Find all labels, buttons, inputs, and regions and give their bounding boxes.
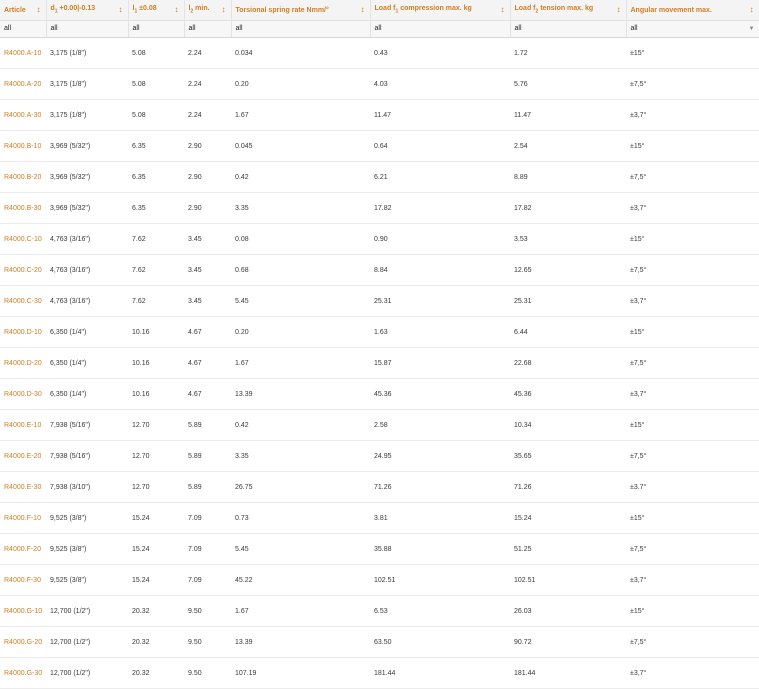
cell-l1: 15.24	[128, 565, 184, 596]
cell-d1: 7,938 (5/16")	[46, 441, 128, 472]
cell-l2: 2.90	[184, 162, 231, 193]
cell-angular-movement: ±7,5°	[626, 348, 759, 379]
filter-select-value[interactable]	[0, 21, 46, 37]
cell-torsional-spring-rate: 0.045	[231, 131, 370, 162]
cell-d1: 7,938 (3/10")	[46, 472, 128, 503]
column-header-load-compression[interactable]	[370, 0, 510, 21]
cell-load-tension: 181.44	[510, 658, 626, 689]
cell-torsional-spring-rate: 0.20	[231, 69, 370, 100]
cell-angular-movement: ±7,5°	[626, 441, 759, 472]
table-row[interactable]	[0, 348, 759, 379]
cell-angular-movement: ±3,7°	[626, 100, 759, 131]
column-header-label: l	[188, 5, 191, 13]
cell-load-compression: 4.03	[370, 69, 510, 100]
article-link[interactable]: R4000.E-30	[0, 472, 46, 503]
cell-l1: 6.35	[128, 193, 184, 224]
cell-l2: 2.90	[184, 131, 231, 162]
article-link[interactable]: R4000.A-10	[0, 38, 46, 69]
cell-torsional-spring-rate: 1.67	[231, 348, 370, 379]
cell-angular-movement: ±15°	[626, 317, 759, 348]
cell-load-compression: 15.87	[370, 348, 510, 379]
filter-select-value[interactable]	[185, 21, 231, 37]
table-row[interactable]	[0, 658, 759, 689]
cell-load-tension: 10.34	[510, 410, 626, 441]
sort-arrows-icon[interactable]: ↕	[749, 5, 754, 14]
column-header-label-rest: min.	[193, 5, 210, 13]
table-row[interactable]	[0, 379, 759, 410]
cell-angular-movement: ±7,5°	[626, 534, 759, 565]
cell-load-compression: 3.81	[370, 503, 510, 534]
article-link[interactable]: R4000.G-30	[0, 658, 46, 689]
cell-angular-movement: ±7,5°	[626, 627, 759, 658]
cell-load-compression: 6.21	[370, 162, 510, 193]
cell-d1: 3,175 (1/8")	[46, 100, 128, 131]
filter-select-value[interactable]	[371, 21, 510, 37]
filter-select-article[interactable]	[0, 21, 46, 38]
filter-row	[0, 21, 759, 38]
cell-torsional-spring-rate: 26.75	[231, 472, 370, 503]
article-link[interactable]: R4000.C-30	[0, 286, 46, 317]
article-link[interactable]: R4000.C-20	[0, 255, 46, 286]
cell-angular-movement: ±3,7°	[626, 193, 759, 224]
filter-value: all	[514, 25, 522, 32]
cell-l1: 7.62	[128, 286, 184, 317]
cell-load-tension: 11.47	[510, 100, 626, 131]
article-link[interactable]: R4000.A-30	[0, 100, 46, 131]
cell-angular-movement: ±3,7°	[626, 379, 759, 410]
cell-d1: 9,525 (3/8")	[46, 503, 128, 534]
cell-d1: 3,969 (5/32")	[46, 193, 128, 224]
article-link[interactable]: R4000.F-10	[0, 503, 46, 534]
cell-load-tension: 6.44	[510, 317, 626, 348]
cell-l2: 2.24	[184, 38, 231, 69]
column-header-label: d	[50, 5, 55, 13]
filter-select-value[interactable]	[129, 21, 184, 37]
cell-angular-movement: ±15°	[626, 224, 759, 255]
article-link[interactable]: R4000.E-10	[0, 410, 46, 441]
cell-angular-movement: ±3.7°	[626, 472, 759, 503]
article-link[interactable]: R4000.D-10	[0, 317, 46, 348]
table-row[interactable]	[0, 472, 759, 503]
table-row[interactable]	[0, 503, 759, 534]
column-header-subscript: 1	[134, 8, 138, 15]
cell-l2: 9.50	[184, 627, 231, 658]
table-row[interactable]	[0, 131, 759, 162]
cell-torsional-spring-rate: 13.39	[231, 627, 370, 658]
table-row[interactable]	[0, 410, 759, 441]
cell-l2: 3.45	[184, 224, 231, 255]
article-link[interactable]: R4000.D-30	[0, 379, 46, 410]
cell-angular-movement: ±15°	[626, 410, 759, 441]
filter-select-l2[interactable]	[184, 21, 231, 38]
cell-torsional-spring-rate: 3.35	[231, 193, 370, 224]
article-link[interactable]: R4000.D-20	[0, 348, 46, 379]
cell-angular-movement: ±15°	[626, 38, 759, 69]
cell-angular-movement: ±15°	[626, 596, 759, 627]
cell-load-tension: 51.25	[510, 534, 626, 565]
article-link[interactable]: R4000.G-20	[0, 627, 46, 658]
filter-select-load-compression[interactable]	[370, 21, 510, 38]
cell-load-compression: 17.82	[370, 193, 510, 224]
cell-load-tension: 12.65	[510, 255, 626, 286]
table-row[interactable]	[0, 596, 759, 627]
cell-torsional-spring-rate: 1.67	[231, 596, 370, 627]
cell-load-compression: 35.88	[370, 534, 510, 565]
filter-value: all	[235, 25, 243, 32]
cell-l2: 5.89	[184, 472, 231, 503]
column-header-label-rest: compression max. kg	[398, 5, 472, 13]
column-header-subscript: 2	[535, 8, 539, 15]
cell-d1: 12,700 (1/2")	[46, 596, 128, 627]
cell-angular-movement: ±7,5°	[626, 162, 759, 193]
cell-torsional-spring-rate: 1.67	[231, 100, 370, 131]
table-row[interactable]	[0, 255, 759, 286]
cell-l2: 4.67	[184, 317, 231, 348]
cell-load-compression: 24.95	[370, 441, 510, 472]
table-row[interactable]	[0, 100, 759, 131]
table-row[interactable]	[0, 441, 759, 472]
cell-l2: 7.09	[184, 565, 231, 596]
cell-d1: 12,700 (1/2")	[46, 627, 128, 658]
filter-value: all	[188, 25, 196, 32]
cell-load-tension: 26.03	[510, 596, 626, 627]
cell-angular-movement: ±7,5°	[626, 69, 759, 100]
filter-select-value[interactable]	[232, 21, 370, 37]
article-link[interactable]: R4000.G-10	[0, 596, 46, 627]
cell-load-tension: 5.76	[510, 69, 626, 100]
cell-l2: 2.90	[184, 193, 231, 224]
filter-select-torsional-spring-rate[interactable]	[231, 21, 370, 38]
sort-arrows-icon[interactable]: ↕	[118, 5, 123, 14]
article-link[interactable]: R4000.C-10	[0, 224, 46, 255]
column-header-angular-movement[interactable]	[626, 0, 759, 21]
cell-load-compression: 8.84	[370, 255, 510, 286]
cell-load-tension: 1.72	[510, 38, 626, 69]
cell-load-compression: 1.63	[370, 317, 510, 348]
cell-torsional-spring-rate: 45.22	[231, 565, 370, 596]
cell-torsional-spring-rate: 5.45	[231, 534, 370, 565]
article-link[interactable]: R4000.B-30	[0, 193, 46, 224]
cell-load-tension: 45.36	[510, 379, 626, 410]
article-link[interactable]: R4000.F-30	[0, 565, 46, 596]
cell-torsional-spring-rate: 13.39	[231, 379, 370, 410]
cell-l1: 10.16	[128, 379, 184, 410]
cell-l1: 15.24	[128, 534, 184, 565]
table-row[interactable]	[0, 224, 759, 255]
cell-load-compression: 63.50	[370, 627, 510, 658]
column-header-label: Article	[4, 6, 26, 14]
article-link[interactable]: R4000.B-20	[0, 162, 46, 193]
cell-d1: 12,700 (1/2")	[46, 658, 128, 689]
cell-load-compression: 25.31	[370, 286, 510, 317]
cell-d1: 3,969 (5/32")	[46, 131, 128, 162]
cell-d1: 3,969 (5/32")	[46, 162, 128, 193]
cell-l2: 5.89	[184, 441, 231, 472]
cell-angular-movement: ±3,7°	[626, 565, 759, 596]
cell-angular-movement: ±3,7°	[626, 286, 759, 317]
filter-select-angular-movement[interactable]	[626, 21, 759, 38]
column-header-l2[interactable]	[184, 0, 231, 21]
filter-select-value[interactable]	[627, 21, 759, 37]
cell-l1: 15.24	[128, 503, 184, 534]
filter-select-value[interactable]	[511, 21, 626, 37]
cell-l1: 12.70	[128, 410, 184, 441]
header-row	[0, 0, 759, 21]
cell-load-compression: 0.90	[370, 224, 510, 255]
column-header-label-rest: +0.00|-0.13	[57, 5, 96, 13]
sort-arrows-icon[interactable]: ↕	[616, 5, 621, 14]
filter-value: all	[630, 25, 638, 32]
cell-l1: 7.62	[128, 224, 184, 255]
sort-arrows-icon[interactable]: ↕	[360, 5, 365, 14]
column-header-label: Torsional spring rate Nmm/°	[235, 6, 329, 14]
table-row[interactable]	[0, 69, 759, 100]
cell-load-compression: 102.51	[370, 565, 510, 596]
cell-load-compression: 0.43	[370, 38, 510, 69]
cell-l2: 7.09	[184, 503, 231, 534]
cell-l2: 2.24	[184, 100, 231, 131]
cell-l2: 5.89	[184, 410, 231, 441]
column-header-load-tension[interactable]	[510, 0, 626, 21]
cell-l2: 4.67	[184, 379, 231, 410]
cell-l1: 5.08	[128, 69, 184, 100]
cell-l1: 20.32	[128, 658, 184, 689]
cell-d1: 6,350 (1/4")	[46, 317, 128, 348]
cell-l1: 12.70	[128, 441, 184, 472]
sort-arrows-icon[interactable]: ↕	[221, 5, 226, 14]
cell-angular-movement: ±3,7°	[626, 658, 759, 689]
filter-value: all	[132, 25, 140, 32]
cell-load-compression: 71.26	[370, 472, 510, 503]
cell-d1: 6,350 (1/4")	[46, 379, 128, 410]
cell-d1: 9,525 (3/8")	[46, 565, 128, 596]
cell-l2: 2.24	[184, 69, 231, 100]
table-row[interactable]	[0, 162, 759, 193]
cell-load-tension: 71.26	[510, 472, 626, 503]
cell-l1: 20.32	[128, 596, 184, 627]
cell-torsional-spring-rate: 0.08	[231, 224, 370, 255]
cell-l2: 7.09	[184, 534, 231, 565]
cell-l2: 4.67	[184, 348, 231, 379]
cell-load-tension: 15.24	[510, 503, 626, 534]
cell-torsional-spring-rate: 0.20	[231, 317, 370, 348]
table-body	[0, 38, 759, 689]
cell-load-tension: 25.31	[510, 286, 626, 317]
cell-l1: 12.70	[128, 472, 184, 503]
column-header-label: Angular movement max.	[630, 6, 712, 14]
filter-value: all	[50, 25, 58, 32]
cell-l1: 10.16	[128, 348, 184, 379]
cell-l1: 5.08	[128, 100, 184, 131]
column-header-subscript: 1	[54, 8, 58, 15]
cell-torsional-spring-rate: 0.68	[231, 255, 370, 286]
cell-load-tension: 35.65	[510, 441, 626, 472]
column-header-label: Load f	[514, 5, 536, 13]
cell-l2: 3.45	[184, 286, 231, 317]
cell-d1: 4,763 (3/16")	[46, 224, 128, 255]
column-header-subscript: 1	[395, 8, 399, 15]
cell-l1: 10.16	[128, 317, 184, 348]
table-row[interactable]	[0, 565, 759, 596]
column-header-subscript: 2	[190, 8, 194, 15]
cell-d1: 6,350 (1/4")	[46, 348, 128, 379]
cell-angular-movement: ±15°	[626, 131, 759, 162]
sort-arrows-icon[interactable]: ↕	[500, 5, 505, 14]
filter-select-load-tension[interactable]	[510, 21, 626, 38]
cell-l2: 9.50	[184, 658, 231, 689]
cell-d1: 3,175 (1/8")	[46, 38, 128, 69]
filter-value: all	[4, 25, 12, 32]
filter-select-l1[interactable]	[128, 21, 184, 38]
cell-d1: 3,175 (1/8")	[46, 69, 128, 100]
cell-load-tension: 90.72	[510, 627, 626, 658]
table-row[interactable]	[0, 193, 759, 224]
article-link[interactable]: R4000.B-10	[0, 131, 46, 162]
column-header-l1[interactable]	[128, 0, 184, 21]
cell-load-tension: 17.82	[510, 193, 626, 224]
sort-arrows-icon[interactable]: ↕	[174, 5, 179, 14]
cell-l2: 3.45	[184, 255, 231, 286]
filter-select-value[interactable]	[47, 21, 128, 37]
cell-load-tension: 8.89	[510, 162, 626, 193]
cell-load-compression: 45.36	[370, 379, 510, 410]
column-header-label-rest: tension max. kg	[538, 5, 594, 13]
cell-torsional-spring-rate: 5.45	[231, 286, 370, 317]
cell-d1: 7,938 (5/16")	[46, 410, 128, 441]
column-header-label-rest: ±0.08	[137, 5, 157, 13]
cell-torsional-spring-rate: 0.73	[231, 503, 370, 534]
cell-load-compression: 11.47	[370, 100, 510, 131]
cell-l2: 9.50	[184, 596, 231, 627]
chevron-down-icon[interactable]: ▼	[748, 26, 755, 32]
cell-torsional-spring-rate: 107.19	[231, 658, 370, 689]
cell-load-tension: 22.68	[510, 348, 626, 379]
column-header-torsional-spring-rate[interactable]	[231, 0, 370, 21]
column-header-label: Load f	[374, 5, 396, 13]
cell-load-compression: 181.44	[370, 658, 510, 689]
cell-l1: 5.08	[128, 38, 184, 69]
article-link[interactable]: R4000.F-20	[0, 534, 46, 565]
filter-value: all	[374, 25, 382, 32]
cell-load-compression: 2.58	[370, 410, 510, 441]
cell-torsional-spring-rate: 0.42	[231, 410, 370, 441]
cell-l1: 20.32	[128, 627, 184, 658]
cell-load-tension: 3.53	[510, 224, 626, 255]
cell-l1: 7.62	[128, 255, 184, 286]
cell-load-tension: 2.54	[510, 131, 626, 162]
cell-l1: 6.35	[128, 162, 184, 193]
table-row[interactable]	[0, 534, 759, 565]
article-link[interactable]: R4000.A-20	[0, 69, 46, 100]
cell-load-compression: 6.53	[370, 596, 510, 627]
cell-load-compression: 0.64	[370, 131, 510, 162]
cell-d1: 4,763 (3/16")	[46, 255, 128, 286]
cell-torsional-spring-rate: 3.35	[231, 441, 370, 472]
cell-d1: 9,525 (3/8")	[46, 534, 128, 565]
cell-load-tension: 102.51	[510, 565, 626, 596]
cell-torsional-spring-rate: 0.42	[231, 162, 370, 193]
cell-angular-movement: ±7,5°	[626, 255, 759, 286]
article-link[interactable]: R4000.E-20	[0, 441, 46, 472]
sort-arrows-icon[interactable]: ↕	[36, 5, 41, 14]
filter-select-d1[interactable]	[46, 21, 128, 38]
cell-angular-movement: ±15°	[626, 503, 759, 534]
table-row[interactable]	[0, 317, 759, 348]
cell-torsional-spring-rate: 0.034	[231, 38, 370, 69]
column-header-article[interactable]	[0, 0, 46, 21]
column-header-d1[interactable]	[46, 0, 128, 21]
column-header-label: l	[132, 5, 135, 13]
table-row[interactable]	[0, 627, 759, 658]
table-row[interactable]	[0, 38, 759, 69]
cell-l1: 6.35	[128, 131, 184, 162]
table-row[interactable]	[0, 286, 759, 317]
cell-d1: 4,763 (3/16")	[46, 286, 128, 317]
